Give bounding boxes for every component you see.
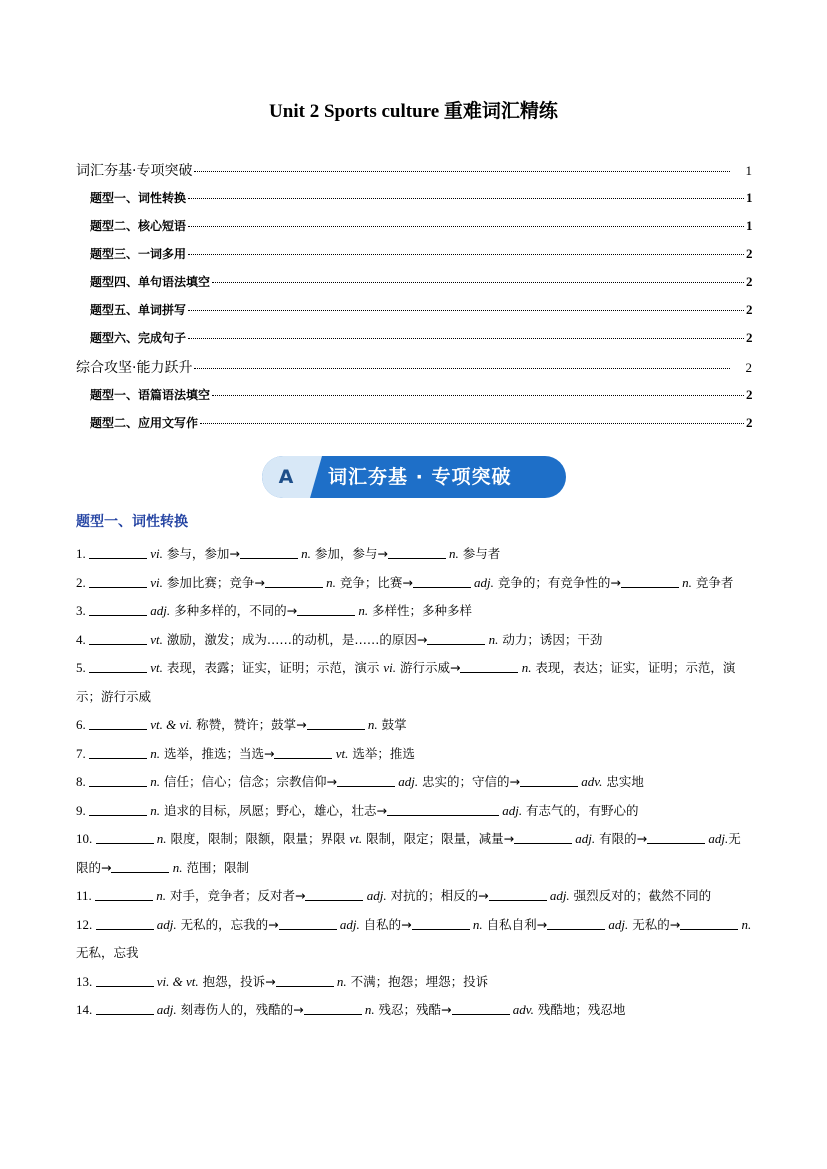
definition-text: 表现，表露；证实，证明；示范，演示 xyxy=(162,660,384,675)
definition-text: 称赞，赞许；鼓掌→ xyxy=(192,717,307,732)
toc-page-number: 1 xyxy=(746,218,753,233)
toc-entry[interactable] xyxy=(76,185,752,213)
exercise-item xyxy=(76,540,752,569)
answer-blank[interactable] xyxy=(388,546,446,559)
answer-blank[interactable] xyxy=(460,660,518,673)
exercise-item xyxy=(76,911,752,968)
definition-text: 参与者 xyxy=(458,546,501,561)
item-number: 12. xyxy=(76,916,96,932)
definition-text: 忠实的；守信的→ xyxy=(418,774,521,789)
answer-blank[interactable] xyxy=(489,888,547,901)
part-of-speech: adv. xyxy=(578,774,603,789)
definition-text: 激励，激发；成为……的动机，是……的原因→ xyxy=(162,631,428,647)
part-of-speech: n. xyxy=(297,546,311,561)
toc-entry-label: 题型三、一词多用 xyxy=(90,247,187,261)
exercise-item xyxy=(76,882,752,911)
definition-text: 抱怨，投诉→ xyxy=(198,973,276,989)
answer-blank[interactable] xyxy=(265,575,323,588)
definition-text: 竞争的；有竞争性的→ xyxy=(493,574,621,590)
part-of-speech: adj. xyxy=(605,916,629,932)
toc-leader xyxy=(188,338,744,339)
answer-blank[interactable] xyxy=(307,717,365,730)
exercise-item xyxy=(76,740,752,769)
toc-leader xyxy=(188,254,744,255)
toc-entry[interactable] xyxy=(76,269,752,297)
toc-entry-label: 词汇夯基·专项突破 xyxy=(76,163,193,179)
part-of-speech: adj. xyxy=(336,916,360,932)
answer-blank[interactable] xyxy=(89,632,147,645)
answer-blank[interactable] xyxy=(305,888,363,901)
item-number: 13. xyxy=(76,973,96,989)
answer-blank[interactable] xyxy=(89,546,147,559)
part-of-speech: n. xyxy=(445,546,459,561)
toc-entry-label: 题型六、完成句子 xyxy=(90,331,187,345)
definition-text: 范围；限制 xyxy=(182,859,249,875)
toc-leader xyxy=(188,226,744,227)
toc-entry-label: 题型一、语篇语法填空 xyxy=(90,388,211,402)
part-of-speech: n. xyxy=(364,717,378,732)
answer-blank[interactable] xyxy=(452,1002,510,1015)
definition-text: 限制，限定；限量，减量→ xyxy=(362,831,515,846)
exercise-list xyxy=(76,540,752,1025)
item-number: 1. xyxy=(76,546,89,561)
toc-leader xyxy=(212,395,744,396)
definition-text: 游行示威→ xyxy=(395,660,461,675)
banner-letter: A xyxy=(262,456,310,498)
exercise-item xyxy=(76,711,752,740)
exercise-item xyxy=(76,768,752,797)
definition-text: 对抗的；相反的→ xyxy=(386,888,489,903)
toc-entry-label: 题型五、单词拼写 xyxy=(90,303,187,317)
part-of-speech: n. xyxy=(355,603,369,618)
table-of-contents xyxy=(76,156,752,438)
toc-entry[interactable] xyxy=(76,325,752,353)
toc-entry-label: 题型一、词性转换 xyxy=(90,191,187,205)
definition-text: 竞争者 xyxy=(691,574,734,590)
toc-entry[interactable] xyxy=(76,297,752,325)
answer-blank[interactable] xyxy=(279,917,337,930)
part-of-speech: n. xyxy=(322,574,336,590)
exercise-item xyxy=(76,626,752,655)
toc-page-number: 2 xyxy=(746,274,753,289)
definition-text: 动力；诱因；干劲 xyxy=(498,631,603,647)
part-of-speech: n. xyxy=(738,916,752,932)
definition-text: 自私自利→ xyxy=(482,916,548,932)
definition-text: 无私的→ xyxy=(628,916,681,932)
toc-entry-label: 题型四、单句语法填空 xyxy=(90,275,211,289)
exercise-item xyxy=(76,597,752,626)
answer-blank[interactable] xyxy=(89,746,147,759)
part-of-speech: adj. xyxy=(153,916,177,932)
definition-text: 刻毒伤人的，残酷的→ xyxy=(176,1002,304,1017)
toc-leader xyxy=(194,171,730,172)
part-of-speech: vt. xyxy=(332,745,349,761)
answer-blank[interactable] xyxy=(680,917,738,930)
definition-text: 表现，表达；证实，证明；示范，演示；游行示威 xyxy=(76,660,736,704)
exercise-item xyxy=(76,968,752,997)
toc-page-number: 2 xyxy=(746,246,753,261)
toc-entry[interactable] xyxy=(76,382,752,410)
answer-blank[interactable] xyxy=(647,831,705,844)
answer-blank[interactable] xyxy=(427,632,485,645)
definition-text: 无私，忘我 xyxy=(76,945,139,960)
toc-leader xyxy=(200,423,744,424)
exercise-item xyxy=(76,797,752,826)
toc-entry[interactable] xyxy=(76,353,752,382)
answer-blank[interactable] xyxy=(297,603,355,616)
part-of-speech: n. xyxy=(147,745,160,761)
part-of-speech: adj. xyxy=(546,888,570,903)
item-number: 7. xyxy=(76,745,89,761)
toc-page-number: 1 xyxy=(746,190,753,205)
exercise-item xyxy=(76,569,752,598)
item-number: 6. xyxy=(76,717,89,732)
toc-entry[interactable] xyxy=(76,213,752,241)
part-of-speech: n. xyxy=(169,859,183,875)
toc-entry[interactable] xyxy=(76,156,752,185)
definition-text: 多种多样的，不同的→ xyxy=(170,603,298,618)
definition-text: 参加比赛；竞争→ xyxy=(162,574,265,590)
banner-text: 词汇夯基 · 专项突破 xyxy=(328,466,512,488)
toc-page-number: 2 xyxy=(746,330,753,345)
answer-blank[interactable] xyxy=(304,1002,362,1015)
toc-leader xyxy=(212,282,744,283)
answer-blank[interactable] xyxy=(274,746,332,759)
part-of-speech: n. xyxy=(153,831,167,846)
answer-blank[interactable] xyxy=(89,717,147,730)
toc-entry-label: 题型二、应用文写作 xyxy=(90,416,199,430)
part-of-speech: n. xyxy=(485,631,499,647)
toc-entry[interactable] xyxy=(76,410,752,438)
part-of-speech: adj. xyxy=(153,1002,177,1017)
answer-blank[interactable] xyxy=(621,575,679,588)
part-of-speech: n. xyxy=(361,1002,375,1017)
answer-blank[interactable] xyxy=(89,660,147,673)
definition-text: 无私的，忘我的→ xyxy=(176,916,279,932)
toc-page-number: 2 xyxy=(746,302,753,317)
definition-text: 无限的→ xyxy=(76,831,741,875)
answer-blank[interactable] xyxy=(89,603,147,616)
definition-text: 强烈反对的；截然不同的 xyxy=(569,888,712,903)
answer-blank[interactable] xyxy=(276,974,334,987)
answer-blank[interactable] xyxy=(520,774,578,787)
part-of-speech: adj. xyxy=(705,831,729,846)
section-heading: 题型一、词性转换 xyxy=(76,514,188,530)
toc-leader xyxy=(188,310,744,311)
exercise-item xyxy=(76,654,752,711)
part-of-speech: n. xyxy=(518,660,532,675)
definition-text: 选举，推选；当选→ xyxy=(160,745,275,761)
item-number: 14. xyxy=(76,1002,96,1017)
answer-blank[interactable] xyxy=(337,774,395,787)
answer-blank[interactable] xyxy=(95,888,153,901)
definition-text: 限度，限制；限额，限量；界限 xyxy=(166,831,350,846)
definition-text: 残酷地；残忍地 xyxy=(533,1002,626,1017)
item-number: 11. xyxy=(76,888,96,903)
answer-blank[interactable] xyxy=(412,917,470,930)
definition-text: 有志气的，有野心的 xyxy=(522,802,639,818)
toc-leader xyxy=(188,198,744,199)
answer-blank[interactable] xyxy=(89,774,147,787)
part-of-speech: adj. xyxy=(498,802,523,818)
part-of-speech: adj. xyxy=(572,831,596,846)
definition-text: 残忍；残酷→ xyxy=(374,1002,452,1017)
part-of-speech: vt. xyxy=(349,831,363,846)
item-number: 3. xyxy=(76,603,89,618)
definition-text: 对手，竞争者；反对者→ xyxy=(166,888,306,903)
answer-blank[interactable] xyxy=(89,803,147,816)
item-number: 2. xyxy=(76,574,89,590)
item-number: 10. xyxy=(76,831,96,846)
item-number: 8. xyxy=(76,774,89,789)
answer-blank[interactable] xyxy=(240,546,298,559)
toc-page-number: 2 xyxy=(746,387,753,402)
part-of-speech: vt. xyxy=(147,660,163,675)
item-number: 4. xyxy=(76,631,89,647)
item-number: 9. xyxy=(76,802,89,818)
definition-text: 竞争；比赛→ xyxy=(335,574,413,590)
part-of-speech: n. xyxy=(678,574,692,590)
part-of-speech: n. xyxy=(147,802,160,818)
part-of-speech: vi. xyxy=(147,546,163,561)
answer-blank[interactable] xyxy=(413,575,471,588)
toc-entry[interactable] xyxy=(76,241,752,269)
part-of-speech: n. xyxy=(469,916,483,932)
part-of-speech: adj. xyxy=(394,774,419,789)
definition-text: 忠实地 xyxy=(602,774,644,789)
part-of-speech: adj. xyxy=(470,574,494,590)
definition-text: 鼓掌 xyxy=(377,717,407,732)
part-of-speech: adj. xyxy=(147,603,171,618)
part-of-speech: n. xyxy=(147,774,160,789)
answer-blank[interactable] xyxy=(96,1002,154,1015)
answer-blank[interactable] xyxy=(514,831,572,844)
part-of-speech: adj. xyxy=(363,888,387,903)
answer-blank[interactable] xyxy=(89,575,147,588)
definition-text: 追求的目标，夙愿；野心，雄心，壮志→ xyxy=(160,802,387,818)
part-of-speech: vi. xyxy=(147,574,163,590)
part-of-speech: vt. & vi. xyxy=(147,717,193,732)
part-of-speech: vi. & vt. xyxy=(153,973,199,989)
exercise-item xyxy=(76,825,752,882)
answer-blank[interactable] xyxy=(111,860,169,873)
document-title: Unit 2 Sports culture 重难词汇精练 xyxy=(269,101,558,122)
answer-blank[interactable] xyxy=(96,831,154,844)
part-of-speech: adv. xyxy=(509,1002,534,1017)
part-of-speech: vt. xyxy=(147,631,163,647)
answer-blank[interactable] xyxy=(547,917,605,930)
definition-text: 有限的→ xyxy=(595,831,648,846)
section-banner xyxy=(262,456,566,498)
definition-text: 信任；信心；信念；宗教信仰→ xyxy=(160,774,337,789)
definition-text: 选举；推选 xyxy=(348,745,415,761)
part-of-speech: n. xyxy=(153,888,167,903)
definition-text: 自私的→ xyxy=(359,916,412,932)
answer-blank[interactable] xyxy=(96,974,154,987)
part-of-speech: n. xyxy=(333,973,347,989)
toc-entry-label: 题型二、核心短语 xyxy=(90,219,187,233)
toc-page-number: 2 xyxy=(746,415,753,430)
definition-text: 多样性；多种多样 xyxy=(368,603,473,618)
definition-text: 参加，参与→ xyxy=(310,546,388,561)
part-of-speech: vi. xyxy=(383,660,396,675)
toc-leader xyxy=(194,368,730,369)
exercise-item xyxy=(76,996,752,1025)
definition-text: 参与，参加→ xyxy=(162,546,240,561)
toc-page-number: 2 xyxy=(745,360,752,375)
definition-text: 不满；抱怨；埋怨；投诉 xyxy=(346,973,489,989)
toc-entry-label: 综合攻坚·能力跃升 xyxy=(76,360,193,376)
item-number: 5. xyxy=(76,660,89,675)
toc-page-number: 1 xyxy=(745,163,752,178)
answer-blank[interactable] xyxy=(96,917,154,930)
answer-blank[interactable] xyxy=(387,803,499,816)
